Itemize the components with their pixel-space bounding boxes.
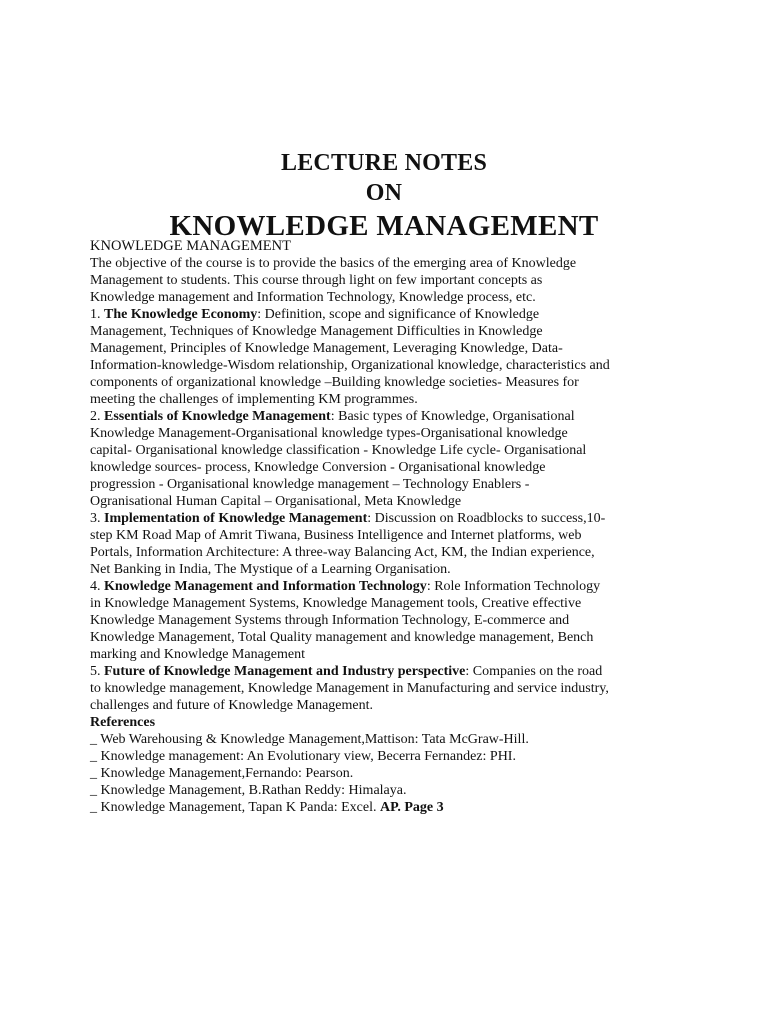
reference-item: _ Knowledge Management, B.Rathan Reddy: Himalaya. <box>90 783 407 798</box>
unit-title: Knowledge Management and Information Technology <box>104 579 427 594</box>
unit-text: : Basic types of Knowledge, Organisational Knowledge Management-Organisational knowledge types-Organisational knowledge capital- Organisational knowledge classification - Knowledge Life cycle- Organisational knowledge sources- process, Knowledge Conversion - Organisational knowledge progression - Organisational knowledge management – Technology Enablers - Ogranisational Human Capital – Organisational, Meta Knowledge <box>90 409 587 509</box>
unit-number: 3. <box>90 511 101 526</box>
unit-text: : Role Information Technology in Knowledge Management Systems, Knowledge Management tools, Creative effective Knowledge Management Systems through Information Technology, E-commerce and Knowledge Management, Total Quality management and knowledge management, Bench marking and Knowledge Management <box>90 579 601 662</box>
unit-number: 1. <box>90 307 101 322</box>
unit-title: Future of Knowledge Management and Industry perspective <box>104 664 466 679</box>
intro-paragraph: The objective of the course is to provide the basics of the emerging area of Knowledge Management to students. This course through light on few important concepts as Knowledge management and Information Technology, Knowledge process, etc. <box>90 256 577 305</box>
unit-number: 4. <box>90 579 101 594</box>
title-block <box>0 148 768 244</box>
unit-text: : Definition, scope and significance of Knowledge Management, Techniques of Knowledge Management Difficulties in Knowledge Management, Principles of Knowledge Management, Leveraging Knowledge, Data-Information-knowledge-Wisdom relationship, Organizational knowledge, characteristics and components of organizational knowledge –Building knowledge societies- Measures for meeting the challenges of implementing KM programmes. <box>90 307 610 407</box>
unit-4 <box>90 578 610 663</box>
unit-number: 2. <box>90 409 101 424</box>
reference-item: _ Web Warehousing & Knowledge Management,Mattison: Tata McGraw-Hill. <box>90 732 529 747</box>
section-heading: KNOWLEDGE MANAGEMENT <box>90 238 291 254</box>
unit-1 <box>90 306 610 408</box>
unit-title: Essentials of Knowledge Management <box>104 409 331 424</box>
unit-5 <box>90 663 610 714</box>
page-label: AP. Page 3 <box>379 800 444 815</box>
unit-number: 5. <box>90 664 101 679</box>
reference-text: _ Knowledge Management, Tapan K Panda: Excel. <box>90 800 377 815</box>
title-on: ON <box>365 180 403 206</box>
unit-3 <box>90 510 610 578</box>
title-lecture-notes: LECTURE NOTES <box>281 150 487 176</box>
reference-item-last <box>90 799 610 816</box>
unit-title: Implementation of Knowledge Management <box>104 511 368 526</box>
unit-2 <box>90 408 610 510</box>
unit-text: : Discussion on Roadblocks to success,10-step KM Road Map of Amrit Tiwana, Business Intelligence and Internet platforms, web Portals, Information Architecture: A three-way Balancing Act, KM, the Indian experience, Net Banking in India, The Mystique of a Learning Organisation. <box>90 511 606 577</box>
unit-text: : Companies on the road to knowledge management, Knowledge Management in Manufacturing and service industry, challenges and future of Knowledge Management. <box>90 664 609 713</box>
unit-title: The Knowledge Economy <box>104 307 258 322</box>
title-knowledge-management: KNOWLEDGE MANAGEMENT <box>169 210 599 242</box>
document-body <box>90 238 610 816</box>
reference-item: _ Knowledge Management,Fernando: Pearson. <box>90 766 354 781</box>
reference-item: _ Knowledge management: An Evolutionary view, Becerra Fernandez: PHI. <box>90 749 516 764</box>
references-heading: References <box>90 715 156 730</box>
